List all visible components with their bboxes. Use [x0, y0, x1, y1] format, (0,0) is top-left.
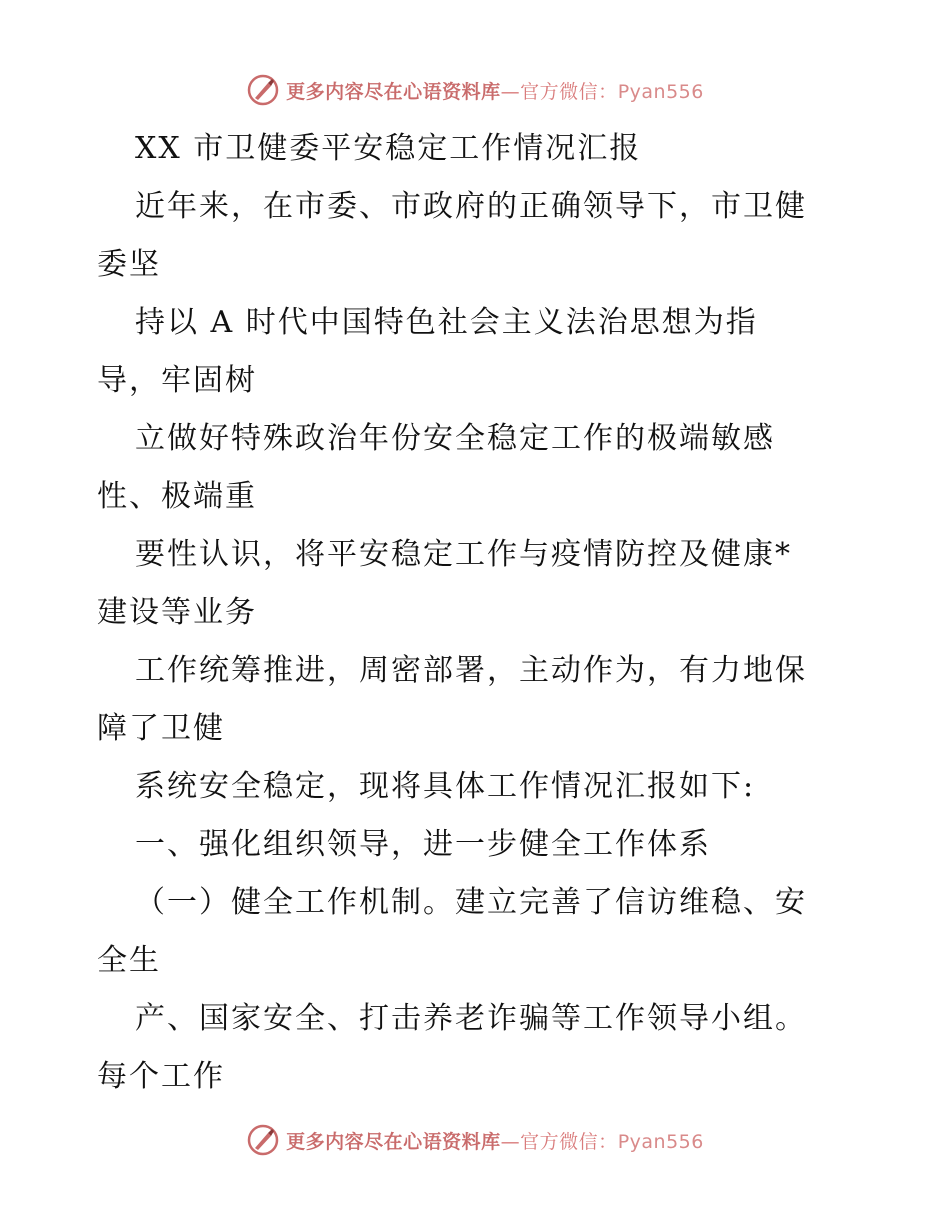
watermark-dash: — — [500, 80, 521, 103]
watermark-dash: — — [500, 1130, 521, 1153]
watermark-wechat-id: Pyan556 — [617, 80, 704, 103]
paragraph-line-wrap: 导，牢固树 — [97, 363, 257, 398]
watermark-text — [286, 77, 704, 104]
watermark-text — [286, 1127, 704, 1154]
paragraph-line-wrap: 委坚 — [97, 247, 161, 282]
paragraph-line: 工作统筹推进，周密部署，主动作为，有力地保 — [135, 653, 807, 688]
paragraph-line-wrap: 每个工作 — [97, 1059, 225, 1094]
paragraph-line: 立做好特殊政治年份安全稳定工作的极端敏感 — [135, 421, 775, 456]
paragraph-line: 持以 A 时代中国特色社会主义法治思想为指 — [135, 305, 758, 340]
watermark-brand: 更多内容尽在心语资料库 — [286, 80, 501, 103]
pen-logo-icon — [246, 1123, 280, 1157]
paragraph-line-wrap: 性、极端重 — [97, 479, 257, 514]
paragraph-line: 要性认识，将平安稳定工作与疫情防控及健康* — [135, 537, 792, 572]
watermark-brand: 更多内容尽在心语资料库 — [286, 1130, 501, 1153]
document-body — [97, 120, 867, 1106]
subsection-line-wrap: 全生 — [97, 943, 161, 978]
subsection-line: （一）健全工作机制。建立完善了信访维稳、安 — [135, 885, 807, 920]
header-watermark — [0, 70, 950, 110]
paragraph-line-wrap: 障了卫健 — [97, 711, 225, 746]
footer-watermark — [0, 1120, 950, 1160]
paragraph-line: 产、国家安全、打击养老诈骗等工作领导小组。 — [135, 1001, 807, 1036]
watermark-wechat-label: 官方微信： — [520, 1130, 618, 1153]
paragraph-line: 近年来，在市委、市政府的正确领导下，市卫健 — [135, 189, 807, 224]
watermark-wechat-id: Pyan556 — [617, 1130, 704, 1153]
paragraph-line: 系统安全稳定，现将具体工作情况汇报如下: — [135, 769, 756, 804]
pen-logo-icon — [246, 73, 280, 107]
watermark-wechat-label: 官方微信： — [520, 80, 618, 103]
section-heading: 一、强化组织领导，进一步健全工作体系 — [135, 827, 711, 862]
paragraph-line-wrap: 建设等业务 — [97, 595, 257, 630]
document-title: XX 市卫健委平安稳定工作情况汇报 — [135, 131, 642, 166]
